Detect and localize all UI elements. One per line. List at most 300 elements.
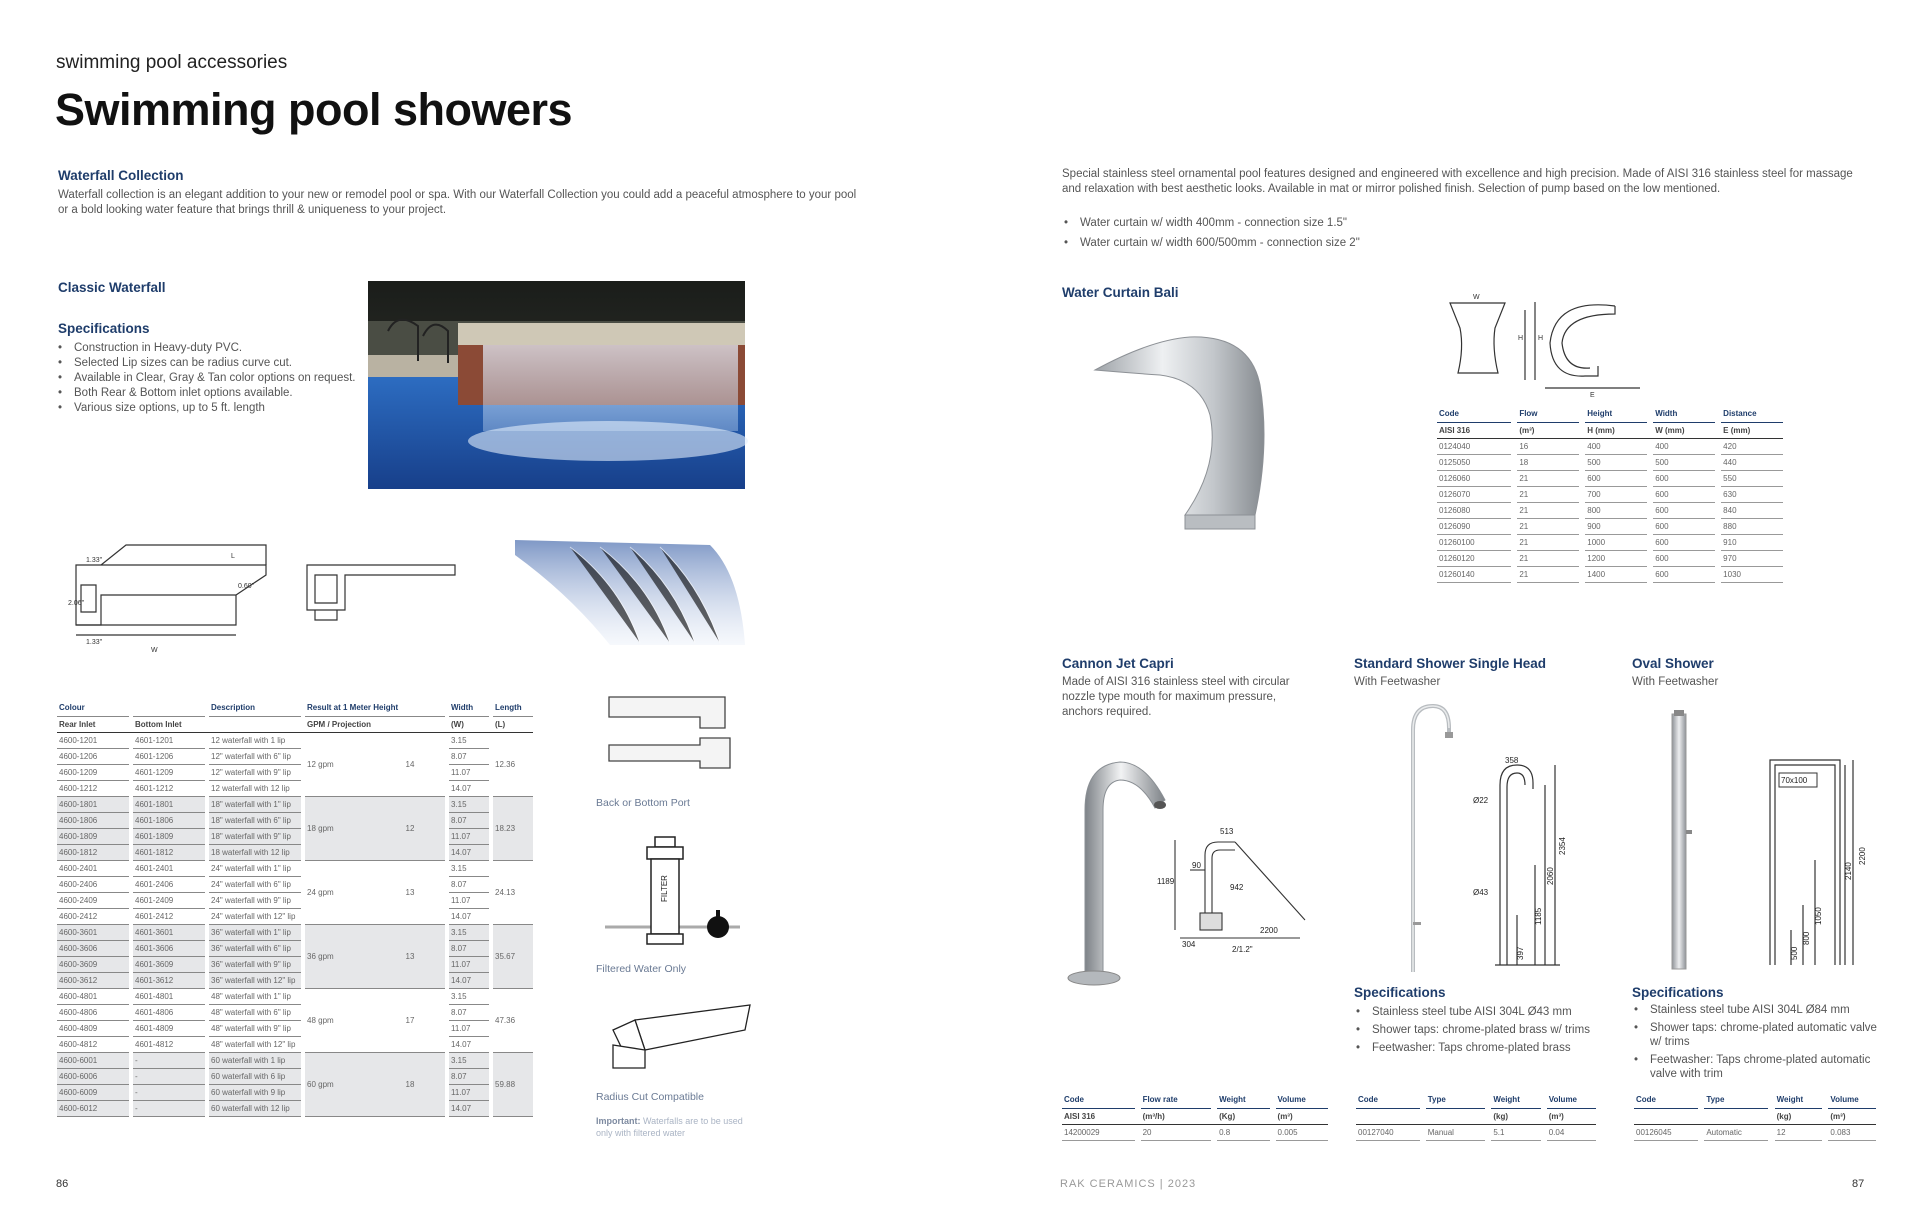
table-cell: 36" waterfall with 9" lip <box>209 956 301 972</box>
table-cell: 700 <box>1585 486 1647 502</box>
spec-item: • Stainless steel tube AISI 304L Ø84 mm <box>1632 1003 1882 1017</box>
table-cell: 4600-1209 <box>57 764 129 780</box>
table-row <box>57 812 533 828</box>
table-row <box>57 972 533 988</box>
table-cell: 4601-4801 <box>133 988 205 1004</box>
oval-dim-1050: 1050 <box>1814 907 1823 925</box>
table-cell: 01260140 <box>1437 566 1511 582</box>
table-cell: 1400 <box>1585 566 1647 582</box>
table-cell: 4601-1809 <box>133 828 205 844</box>
subheader: (L) <box>493 716 533 732</box>
table-cell: 14.07 <box>449 1100 489 1116</box>
standard-dim-2354: 2354 <box>1558 837 1567 855</box>
curtain-bullet: • Water curtain w/ width 600/500mm - connection size 2" <box>1062 233 1562 253</box>
subheader: AISI 316 <box>1062 1108 1135 1124</box>
table-row <box>57 1052 533 1068</box>
table-cell: 21 <box>1517 566 1579 582</box>
table-row <box>57 1004 533 1020</box>
curtain-dim-h: H <box>1518 335 1524 342</box>
table-cell: - <box>133 1052 205 1068</box>
table-cell: 20 <box>1141 1124 1212 1140</box>
table-row <box>1437 534 1783 550</box>
oval-spec-list <box>1632 1003 1882 1081</box>
table-cell: 18" waterfall with 9" lip <box>209 828 301 844</box>
table-cell: 4600-4801 <box>57 988 129 1004</box>
table-cell: 8.07 <box>449 876 489 892</box>
dim-width: W <box>151 647 158 654</box>
standard-dim-397: 397 <box>1516 946 1525 960</box>
table-cell: 21 <box>1517 534 1579 550</box>
table-cell: 21 <box>1517 502 1579 518</box>
subheader: (kg) <box>1775 1108 1823 1124</box>
table-cell: 12.36 <box>493 732 533 796</box>
col-header: Width <box>449 700 489 716</box>
table-cell: 35.67 <box>493 924 533 988</box>
table-row <box>57 908 533 924</box>
table-row <box>1437 438 1783 454</box>
table-cell: 0125050 <box>1437 454 1511 470</box>
table-cell: 400 <box>1653 438 1715 454</box>
spec-item: • Available in Clear, Gray & Tan color options on request. <box>56 371 376 386</box>
table-cell: 4600-2412 <box>57 908 129 924</box>
standard-shower-render <box>1395 700 1455 975</box>
table-cell: - <box>133 1084 205 1100</box>
filter-drawing <box>605 832 745 952</box>
oval-dim-70x100: 70x100 <box>1781 776 1808 785</box>
page-title: Swimming pool showers <box>55 84 573 135</box>
cannon-jet-table <box>1062 1092 1328 1141</box>
col-header: Weight <box>1775 1092 1823 1108</box>
subheader: Rear Inlet <box>57 716 129 732</box>
cannon-dim-90: 90 <box>1192 861 1201 870</box>
col-header: Volume <box>1828 1092 1876 1108</box>
oval-dim-800: 800 <box>1802 931 1811 945</box>
cannon-jet-render <box>1055 750 1175 990</box>
table-cell: 4601-2406 <box>133 876 205 892</box>
col-header: Volume <box>1547 1092 1596 1108</box>
standard-specifications-heading: Specifications <box>1354 985 1446 1000</box>
water-curtain-diagram <box>1440 288 1660 398</box>
table-cell: 24.13 <box>493 860 533 924</box>
table-cell: 13 <box>404 860 445 924</box>
table-cell: 48" waterfall with 12" lip <box>209 1036 301 1052</box>
table-cell: 5.1 <box>1491 1124 1540 1140</box>
oval-shower-diagram <box>1765 755 1875 970</box>
dim-inner: 0.60" <box>238 583 255 590</box>
water-curtain-render <box>1090 325 1290 540</box>
curtain-dim-h2: H <box>1538 335 1544 342</box>
table-cell: 24" waterfall with 9" lip <box>209 892 301 908</box>
table-cell: 600 <box>1653 486 1715 502</box>
table-cell: 4600-1809 <box>57 828 129 844</box>
table-cell: 4600-1201 <box>57 732 129 748</box>
table-cell: 21 <box>1517 550 1579 566</box>
table-cell: 4601-1801 <box>133 796 205 812</box>
table-row <box>57 892 533 908</box>
classic-waterfall-heading: Classic Waterfall <box>58 280 166 295</box>
table-cell: 4601-1206 <box>133 748 205 764</box>
table-cell: 8.07 <box>449 812 489 828</box>
table-cell: 4601-4812 <box>133 1036 205 1052</box>
table-cell: 36" waterfall with 12" lip <box>209 972 301 988</box>
table-cell: 60 gpm <box>305 1052 404 1116</box>
curtain-intro: Special stainless steel ornamental pool features designed and engineered with excellence and high precision. Made of AISI 316 stainless steel for massage and relaxation with best aesthetic looks. Available in mat or mirror polished finish. Selection of pump based on the low mentioned. <box>1062 168 1853 195</box>
filter-caption: Filtered Water Only <box>596 963 687 975</box>
table-cell: 17 <box>404 988 445 1052</box>
pool-waterfall-photo <box>368 281 745 489</box>
curtain-bullet: • Water curtain w/ width 400mm - connection size 1.5" <box>1062 213 1562 233</box>
back-bottom-port-drawing <box>605 693 745 783</box>
table-row <box>57 1036 533 1052</box>
table-cell: 910 <box>1721 534 1783 550</box>
table-row <box>57 940 533 956</box>
subheader: GPM / Projection <box>305 716 445 732</box>
col-header: Colour <box>57 700 129 716</box>
table-cell: 4600-6009 <box>57 1084 129 1100</box>
waterfall-inlet-drawing <box>295 555 485 635</box>
spec-item: • Stainless steel tube AISI 304L Ø43 mm <box>1354 1003 1614 1021</box>
table-cell: 600 <box>1653 502 1715 518</box>
standard-shower-heading: Standard Shower Single Head <box>1354 656 1547 671</box>
subheader <box>1704 1108 1768 1124</box>
table-cell: 8.07 <box>449 940 489 956</box>
table-cell: 12 <box>404 796 445 860</box>
table-row <box>1437 486 1783 502</box>
table-cell: 4600-1812 <box>57 844 129 860</box>
table-cell: 4601-4809 <box>133 1020 205 1036</box>
table-cell: 0124040 <box>1437 438 1511 454</box>
table-cell: 00126045 <box>1634 1124 1698 1140</box>
page-number-left: 86 <box>56 1178 69 1190</box>
filter-label: FILTER <box>660 875 669 902</box>
footer-brand: RAK CERAMICS | 2023 <box>1060 1178 1197 1190</box>
table-cell: 13 <box>404 924 445 988</box>
subheader: AISI 316 <box>1437 422 1511 438</box>
table-cell: 880 <box>1721 518 1783 534</box>
table-cell: 12 waterfall with 1 lip <box>209 732 301 748</box>
table-cell: 4601-3612 <box>133 972 205 988</box>
important-note <box>596 1115 746 1139</box>
oval-dim-2140: 2140 <box>1844 862 1853 880</box>
table-cell: 4600-2406 <box>57 876 129 892</box>
table-cell: 12 waterfall with 12 lip <box>209 780 301 796</box>
subheader: H (mm) <box>1585 422 1647 438</box>
table-cell: 18 <box>404 1052 445 1116</box>
table-cell: 500 <box>1653 454 1715 470</box>
table-cell: 11.07 <box>449 956 489 972</box>
table-cell: 440 <box>1721 454 1783 470</box>
table-cell: 4601-1201 <box>133 732 205 748</box>
table-cell: 8.07 <box>449 1068 489 1084</box>
table-row <box>57 1084 533 1100</box>
oval-dim-2200: 2200 <box>1858 847 1867 865</box>
dim-length: L <box>231 553 235 560</box>
category-label: swimming pool accessories <box>56 52 288 73</box>
spec-item: • Both Rear & Bottom inlet options available. <box>56 386 376 401</box>
table-cell: 18" waterfall with 1" lip <box>209 796 301 812</box>
oval-shower-table <box>1634 1092 1876 1141</box>
table-cell: 21 <box>1517 470 1579 486</box>
table-cell: 4601-1209 <box>133 764 205 780</box>
table-cell: 4601-1812 <box>133 844 205 860</box>
curtain-dim-w: W <box>1473 294 1480 301</box>
table-cell: 11.07 <box>449 764 489 780</box>
table-cell: 1200 <box>1585 550 1647 566</box>
spec-item: • Various size options, up to 5 ft. length <box>56 401 376 416</box>
table-cell: 11.07 <box>449 1020 489 1036</box>
subheader <box>1426 1108 1485 1124</box>
important-text: Waterfalls are to be used only with filtered water <box>596 1116 743 1138</box>
table-cell: 4601-1212 <box>133 780 205 796</box>
table-cell: 11.07 <box>449 828 489 844</box>
col-header: Description <box>209 700 301 716</box>
table-row <box>1437 566 1783 582</box>
spec-item: • Construction in Heavy-duty PVC. <box>56 341 376 356</box>
standard-dim-d43: Ø43 <box>1473 888 1489 897</box>
table-row <box>57 844 533 860</box>
col-header <box>133 700 205 716</box>
table-cell: 4601-2401 <box>133 860 205 876</box>
table-cell: 14.07 <box>449 780 489 796</box>
table-row <box>1437 550 1783 566</box>
subheader <box>1356 1108 1420 1124</box>
dim-height: 2.06" <box>68 600 85 607</box>
table-cell: 48" waterfall with 6" lip <box>209 1004 301 1020</box>
table-cell: 4601-2412 <box>133 908 205 924</box>
table-cell: 840 <box>1721 502 1783 518</box>
oval-shower-sub: With Feetwasher <box>1632 676 1719 688</box>
cannon-dim-304: 304 <box>1182 940 1196 949</box>
table-cell: 900 <box>1585 518 1647 534</box>
table-cell: 4600-1806 <box>57 812 129 828</box>
table-cell: 18 waterfall with 12 lip <box>209 844 301 860</box>
table-cell: 3.15 <box>449 860 489 876</box>
subheader: (m³) <box>1517 422 1579 438</box>
table-cell: 800 <box>1585 502 1647 518</box>
table-cell: 36" waterfall with 6" lip <box>209 940 301 956</box>
table-cell: 60 waterfall with 9 lip <box>209 1084 301 1100</box>
table-cell: 0.083 <box>1828 1124 1876 1140</box>
table-cell: 1030 <box>1721 566 1783 582</box>
table-cell: 0.8 <box>1217 1124 1269 1140</box>
curtain-dim-e: E <box>1590 392 1595 399</box>
table-cell: 630 <box>1721 486 1783 502</box>
waterfall-spec-table <box>57 700 533 1117</box>
table-cell: 48" waterfall with 9" lip <box>209 1020 301 1036</box>
table-cell: 48" waterfall with 1" lip <box>209 988 301 1004</box>
col-header: Code <box>1437 406 1511 422</box>
important-label: Important: <box>596 1116 641 1126</box>
subheader: W (mm) <box>1653 422 1715 438</box>
table-cell: 4600-3606 <box>57 940 129 956</box>
table-cell: 4601-1806 <box>133 812 205 828</box>
table-row <box>57 780 533 796</box>
table-cell: 11.07 <box>449 1084 489 1100</box>
col-header: Length <box>493 700 533 716</box>
cannon-jet-heading: Cannon Jet Capri <box>1062 656 1174 671</box>
standard-shower-diagram <box>1465 755 1585 970</box>
table-cell: - <box>133 1100 205 1116</box>
classic-spec-list <box>56 341 376 416</box>
table-row <box>57 860 533 876</box>
table-cell: 48 gpm <box>305 988 404 1052</box>
table-cell: 18 <box>1517 454 1579 470</box>
table-cell: 4600-4809 <box>57 1020 129 1036</box>
water-curtain-table <box>1437 406 1783 583</box>
table-cell: 4601-2409 <box>133 892 205 908</box>
table-cell: Automatic <box>1704 1124 1768 1140</box>
table-row <box>57 732 533 748</box>
table-cell: 600 <box>1585 470 1647 486</box>
table-cell: 14.07 <box>449 972 489 988</box>
waterfall-sheet-render <box>510 535 750 650</box>
classic-specifications-heading: Specifications <box>58 321 150 336</box>
table-row <box>57 876 533 892</box>
table-cell: 8.07 <box>449 748 489 764</box>
col-header: Distance <box>1721 406 1783 422</box>
col-header: Flow <box>1517 406 1579 422</box>
table-row <box>57 1020 533 1036</box>
col-header: Volume <box>1276 1092 1328 1108</box>
subheader: (m³) <box>1276 1108 1328 1124</box>
table-cell: 14.07 <box>449 1036 489 1052</box>
table-cell: 24 gpm <box>305 860 404 924</box>
table-cell: 420 <box>1721 438 1783 454</box>
col-header: Weight <box>1491 1092 1540 1108</box>
page-number-right: 87 <box>1852 1178 1865 1190</box>
table-cell: 36 gpm <box>305 924 404 988</box>
col-header: Type <box>1704 1092 1768 1108</box>
table-cell: 3.15 <box>449 732 489 748</box>
standard-dim-2060: 2060 <box>1546 867 1555 885</box>
standard-dim-358: 358 <box>1505 756 1519 765</box>
col-header: Code <box>1634 1092 1698 1108</box>
table-cell: 11.07 <box>449 892 489 908</box>
oval-shower-heading: Oval Shower <box>1632 656 1714 671</box>
subheader: (Kg) <box>1217 1108 1269 1124</box>
subheader: (m³) <box>1828 1108 1876 1124</box>
spec-item: • Shower taps: chrome-plated automatic valve w/ trims <box>1632 1021 1882 1049</box>
table-cell: 14200029 <box>1062 1124 1135 1140</box>
table-row <box>57 956 533 972</box>
cannon-dim-1189: 1189 <box>1157 877 1175 886</box>
table-cell: 18" waterfall with 6" lip <box>209 812 301 828</box>
table-cell: 4600-1801 <box>57 796 129 812</box>
table-cell: 18 gpm <box>305 796 404 860</box>
standard-shower-sub: With Feetwasher <box>1354 676 1441 688</box>
table-cell: 600 <box>1653 534 1715 550</box>
subheader: Bottom Inlet <box>133 716 205 732</box>
waterfall-dimension-drawing <box>66 540 276 655</box>
table-cell: 0126060 <box>1437 470 1511 486</box>
standard-dim-d22: Ø22 <box>1473 796 1489 805</box>
table-cell: 18.23 <box>493 796 533 860</box>
curtain-bullets <box>1062 213 1562 253</box>
table-cell: 600 <box>1653 566 1715 582</box>
table-cell: 4600-6012 <box>57 1100 129 1116</box>
table-cell: 0.005 <box>1276 1124 1328 1140</box>
col-header: Result at 1 Meter Height <box>305 700 445 716</box>
table-cell: 3.15 <box>449 796 489 812</box>
spec-item: • Feetwasher: Taps chrome-plated automatic valve with trim <box>1632 1053 1882 1081</box>
subheader: (m³/h) <box>1141 1108 1212 1124</box>
table-cell: 4600-6006 <box>57 1068 129 1084</box>
table-cell: 4600-1212 <box>57 780 129 796</box>
table-cell: 24" waterfall with 6" lip <box>209 876 301 892</box>
table-cell: 4600-4812 <box>57 1036 129 1052</box>
table-cell: 12" waterfall with 9" lip <box>209 764 301 780</box>
table-cell: 21 <box>1517 486 1579 502</box>
dim-lip: 1.33" <box>86 557 103 564</box>
table-cell: 4600-4806 <box>57 1004 129 1020</box>
dim-lip-bottom: 1.33" <box>86 639 103 646</box>
table-cell: 3.15 <box>449 924 489 940</box>
subheader: (kg) <box>1491 1108 1540 1124</box>
oval-specifications-heading: Specifications <box>1632 985 1724 1000</box>
col-header: Code <box>1062 1092 1135 1108</box>
table-cell: 4600-3609 <box>57 956 129 972</box>
subheader: E (mm) <box>1721 422 1783 438</box>
table-cell: 47.36 <box>493 988 533 1052</box>
table-cell: 12 <box>1775 1124 1823 1140</box>
table-cell: 59.88 <box>493 1052 533 1116</box>
table-cell: 00127040 <box>1356 1124 1420 1140</box>
table-cell: 01260100 <box>1437 534 1511 550</box>
table-row <box>57 748 533 764</box>
table-cell: 600 <box>1653 550 1715 566</box>
table-cell: 01260120 <box>1437 550 1511 566</box>
radius-cut-drawing <box>605 1000 755 1075</box>
table-cell: 600 <box>1653 470 1715 486</box>
table-cell: 500 <box>1585 454 1647 470</box>
col-header: Type <box>1426 1092 1485 1108</box>
col-header: Weight <box>1217 1092 1269 1108</box>
cannon-dim-513: 513 <box>1220 827 1234 836</box>
table-cell: 4601-3601 <box>133 924 205 940</box>
standard-shower-table <box>1356 1092 1596 1141</box>
table-cell: 970 <box>1721 550 1783 566</box>
back-bottom-port-caption: Back or Bottom Port <box>596 797 690 809</box>
table-row <box>57 1100 533 1116</box>
table-cell: 60 waterfall with 12 lip <box>209 1100 301 1116</box>
table-cell: 14.07 <box>449 908 489 924</box>
table-cell: 12 gpm <box>305 732 404 796</box>
table-row <box>1437 518 1783 534</box>
table-cell: 4601-3606 <box>133 940 205 956</box>
table-cell: Manual <box>1426 1124 1485 1140</box>
cannon-jet-diagram <box>1157 820 1315 960</box>
table-cell: - <box>133 1068 205 1084</box>
cannon-jet-desc: Made of AISI 316 stainless steel with circular nozzle type mouth for maximum pressure, anchors required. <box>1062 676 1290 718</box>
table-cell: 0126070 <box>1437 486 1511 502</box>
table-row <box>1437 502 1783 518</box>
col-header: Code <box>1356 1092 1420 1108</box>
table-cell: 550 <box>1721 470 1783 486</box>
table-row <box>1437 470 1783 486</box>
col-header: Flow rate <box>1141 1092 1212 1108</box>
table-cell: 14 <box>404 732 445 796</box>
subheader <box>1634 1108 1698 1124</box>
radius-cut-caption: Radius Cut Compatible <box>596 1091 704 1103</box>
table-cell: 4600-1206 <box>57 748 129 764</box>
table-row <box>57 988 533 1004</box>
waterfall-intro: Waterfall collection is an elegant addition to your new or remodel pool or spa. With our Waterfall Collection you could add a peaceful atmosphere to your pool or a bold looking water feature that brings thrill & uniqueness to your project. <box>58 189 857 216</box>
table-cell: 0.04 <box>1547 1124 1596 1140</box>
table-cell: 1000 <box>1585 534 1647 550</box>
standard-dim-1185: 1185 <box>1534 907 1543 925</box>
oval-dim-500: 500 <box>1790 946 1799 960</box>
table-cell: 21 <box>1517 518 1579 534</box>
